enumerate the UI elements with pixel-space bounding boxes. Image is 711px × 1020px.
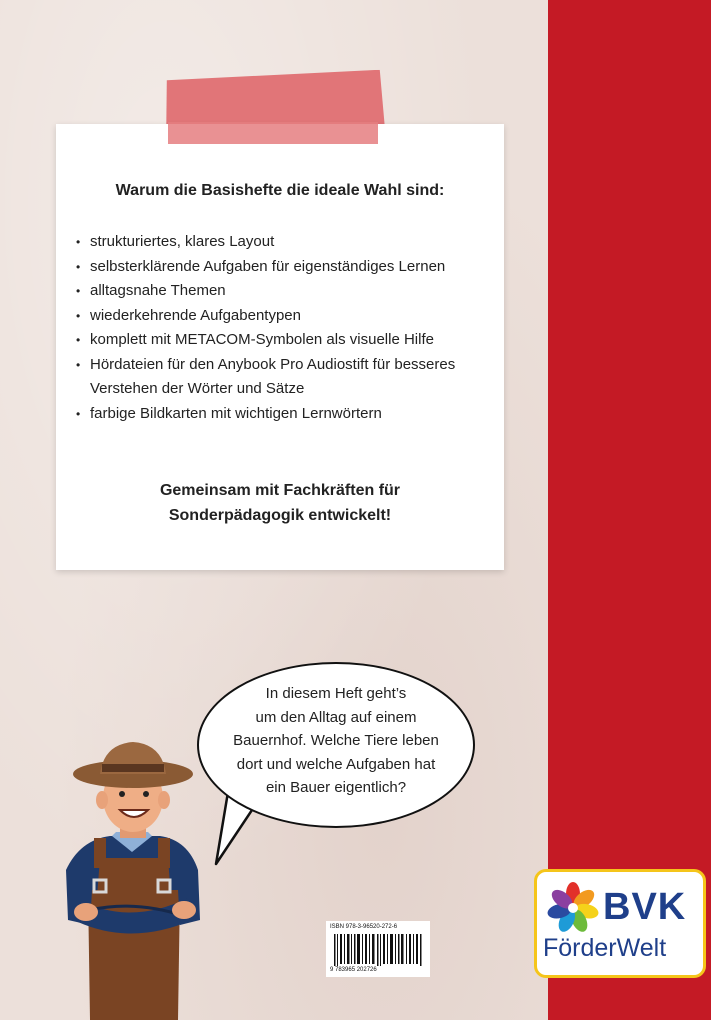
feature-item: • alltagsnahe Themen	[76, 279, 496, 304]
feature-item: • komplett mit METACOM-Symbolen als visuelle Hilfe	[76, 328, 496, 353]
bubble-line: In diesem Heft geht’s	[265, 685, 407, 702]
feature-item: • farbige Bildkarten mit wichtigen Lernwörtern	[76, 402, 496, 427]
flower-icon	[545, 880, 601, 936]
feature-item: • strukturiertes, klares Layout	[76, 230, 496, 255]
isbn-barcode	[326, 921, 430, 977]
farmer-illustration	[60, 740, 210, 1020]
isbn-label: ISBN 978-3-96520-272-6	[330, 924, 398, 930]
logo-subtitle: FörderWelt	[543, 934, 667, 962]
card-title: Warum die Basishefte die ideale Wahl sind:	[115, 182, 445, 199]
bubble-line: ein Bauer eigentlich?	[265, 779, 407, 796]
bubble-line: Bauernhof. Welche Tiere leben	[233, 732, 439, 749]
feature-item: • selbsterklärende Aufgaben für eigenständiges Lernen	[76, 255, 496, 280]
red-side-strip	[548, 0, 711, 1020]
card-footer-line: Gemeinsam mit Fachkräften für	[159, 482, 401, 499]
card-footer	[56, 478, 504, 528]
speech-bubble	[197, 662, 475, 828]
bubble-line: um den Alltag auf einem	[255, 708, 417, 726]
logo-brand: BVK	[603, 886, 687, 928]
barcode-bars	[334, 934, 424, 966]
tape-overlap	[168, 122, 378, 144]
feature-item: • wiederkehrende Aufgabentypen	[76, 304, 496, 329]
feature-item: • Hördateien für den Anybook Pro Audiostift für besseres Verstehen der Wörter und Sätze	[76, 353, 496, 402]
feature-list	[76, 230, 496, 426]
card-footer-line: Sonderpädagogik entwickelt!	[168, 507, 392, 524]
info-card	[56, 124, 504, 570]
bubble-joint	[226, 782, 256, 796]
bubble-line: dort und welche Aufgaben hat	[236, 755, 436, 773]
isbn-digits: 9 783965 202726	[330, 967, 377, 973]
publisher-logo	[534, 869, 706, 978]
